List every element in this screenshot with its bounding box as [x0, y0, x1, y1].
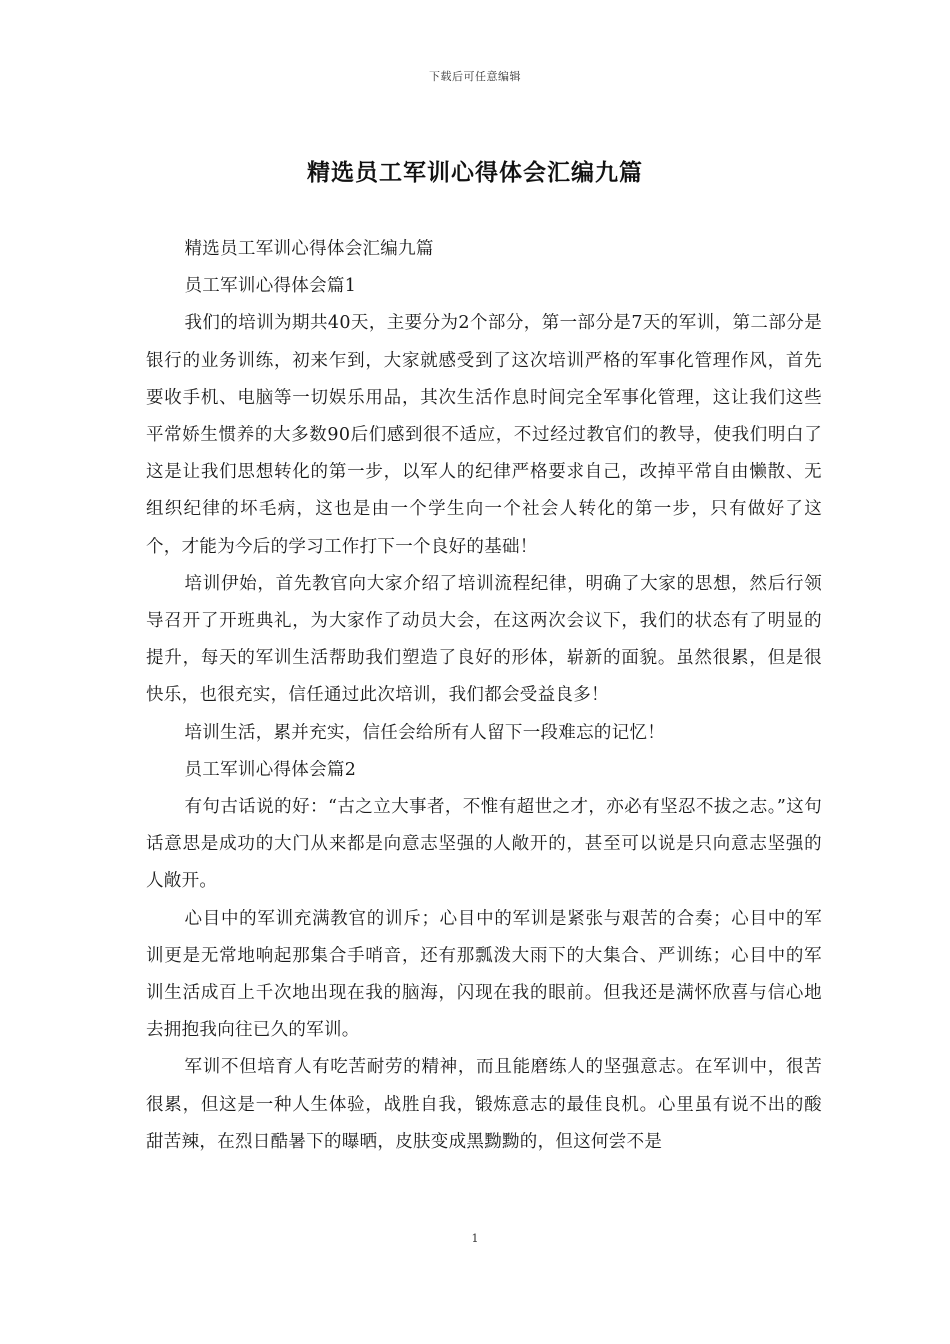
section-heading-2: 员工军训心得体会篇2: [184, 759, 357, 780]
paragraph: 军训不但培育人有吃苦耐劳的精神，而且能磨练人的坚强意志。在军训中，很苦很累，但这是一种人生体验，战胜自我，锻炼意志的最佳良机。心里虽有说不出的酸甜苦辣，在烈日酷暑下的曝晒，皮肤变成黑黝黝的，但这何尝不是: [146, 1057, 822, 1152]
document-title: 精选员工军训心得体会汇编九篇: [307, 159, 643, 186]
page-number: 1: [471, 1232, 479, 1245]
paragraph: 有句古话说的好：“古之立大事者，不惟有超世之才，亦必有坚忍不拔之志。”这句话意思是成功的大门从来都是向意志坚强的人敞开的，甚至可以说是只向意志坚强的人敞开。: [146, 797, 822, 892]
section-heading-1: 员工军训心得体会篇1: [184, 276, 357, 297]
paragraph: 心目中的军训充满教官的训斥；心目中的军训是紧张与艰苦的合奏；心目中的军训更是无常地响起那集合手哨音，还有那瓢泼大雨下的大集合、严训练；心目中的军训生活成百上千次地出现在我的脑海，闪现在我的眼前。但我还是满怀欣喜与信心地去拥抱我向往已久的军训。: [146, 908, 822, 1041]
header-note: 下载后可任意编辑: [429, 70, 521, 83]
paragraph: 培训伊始，首先教官向大家介绍了培训流程纪律，明确了大家的思想，然后行领导召开了开班典礼，为大家作了动员大会，在这两次会议下，我们的状态有了明显的提升，每天的军训生活帮助我们塑造了良好的形体，崭新的面貌。虽然很累，但是很快乐，也很充实，信任通过此次培训，我们都会受益良多！: [146, 573, 822, 706]
document-body: [146, 231, 822, 1161]
paragraph: 培训生活，累并充实，信任会给所有人留下一段难忘的记忆！: [184, 722, 666, 743]
paragraph-subtitle: 精选员工军训心得体会汇编九篇: [184, 239, 434, 259]
paragraph: 我们的培训为期共40天，主要分为2个部分，第一部分是7天的军训，第二部分是银行的业务训练，初来乍到，大家就感受到了这次培训严格的军事化管理作风，首先要收手机、电脑等一切娱乐用品，其次生活作息时间完全军事化管理，这让我们这些平常娇生惯养的大多数90后们感到很不适应，不过经过教官们的教导，使我们明白了这是让我们思想转化的第一步，以军人的纪律严格要求自己，改掉平常自由懒散、无组织纪律的坏毛病，这也是由一个学生向一个社会人转化的第一步，只有做好了这个，才能为今后的学习工作打下一个良好的基础！: [146, 313, 822, 557]
